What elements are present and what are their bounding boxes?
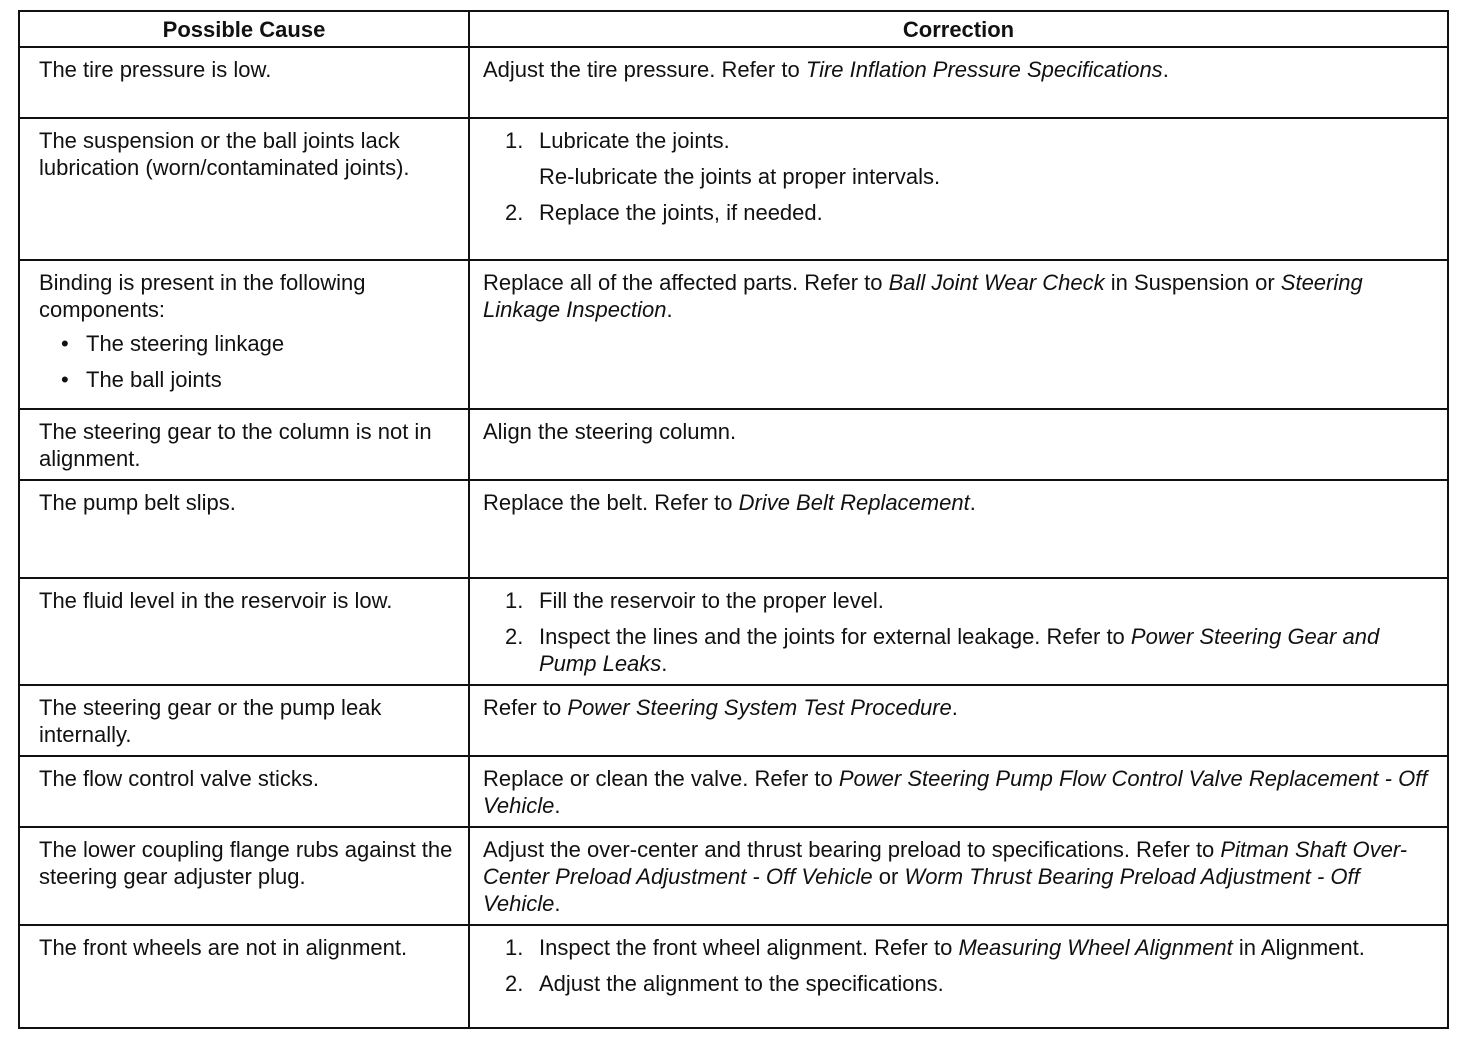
cause-cell [19,47,469,118]
cause-cell [19,578,469,685]
punctuation: . [1162,57,1169,82]
cause-text: The steering gear or the pump leak internally. [39,695,382,747]
table-row [19,480,1448,578]
cause-cell [19,685,469,756]
correction-cell [469,480,1448,578]
correction-cell [469,578,1448,685]
cause-bullet-list [39,330,458,393]
correction-text: Replace all of the affected parts. Refer to [483,270,883,295]
correction-text: Refer to [483,695,562,720]
correction-text: or [878,864,899,889]
step-body [539,623,1437,677]
header-correction: Correction [469,11,1448,47]
cause-cell [19,827,469,925]
reference-link[interactable]: Power Steering Pump Flow Control Valve Replacement - Off Vehicle [483,766,1428,818]
correction-text: Replace or clean the valve. Refer to [483,766,833,791]
step-number: 2. [505,624,524,649]
correction-cell [469,685,1448,756]
correction-cell [469,925,1448,1028]
step-text-tail: in Alignment. [1238,935,1365,960]
step-list [483,127,1437,226]
step-item [505,623,1437,677]
step-text: Fill the reservoir to the proper level. [539,588,884,613]
reference-link[interactable]: Pitman Shaft Over-Center Preload Adjustment - Off Vehicle [483,837,1408,889]
correction-text: Adjust the over-center and thrust bearing preload to specifications. Refer to [483,837,1215,862]
correction-text: Align the steering column. [483,419,737,444]
step-list [483,934,1437,997]
table-row [19,925,1448,1028]
punctuation: . [951,695,958,720]
step-subtext: Re-lubricate the joints at proper intervals. [539,164,941,189]
punctuation: . [661,651,668,676]
reference-link[interactable]: Power Steering System Test Procedure [567,695,952,720]
step-text: Inspect the lines and the joints for external leakage. Refer to [539,624,1125,649]
step-text: Adjust the alignment to the specifications. [539,971,944,996]
step-item [505,934,1437,961]
reference-link[interactable]: Steering Linkage Inspection [483,270,1363,322]
cause-text: The flow control valve sticks. [39,766,319,791]
cause-text: Binding is present in the following components: [39,270,366,322]
step-body [539,127,1437,190]
cause-text: The suspension or the ball joints lack lubrication (worn/contaminated joints). [39,128,410,180]
step-number: 1. [505,935,524,960]
cause-text: The pump belt slips. [39,490,236,515]
correction-text: Replace the belt. Refer to [483,490,733,515]
step-item [505,587,1437,614]
correction-cell [469,118,1448,260]
reference-link[interactable]: Measuring Wheel Alignment [958,935,1233,960]
cause-text: The fluid level in the reservoir is low. [39,588,393,613]
punctuation: . [666,297,673,322]
cause-text: The lower coupling flange rubs against the steering gear adjuster plug. [39,837,453,889]
cause-cell [19,409,469,480]
table-row [19,260,1448,409]
step-number: 2. [505,200,524,225]
correction-cell [469,827,1448,925]
correction-text: Adjust the tire pressure. Refer to [483,57,800,82]
step-text: Replace the joints, if needed. [539,200,823,225]
reference-link[interactable]: Worm Thrust Bearing Preload Adjustment - Off Vehicle [483,864,1360,916]
punctuation: . [554,793,561,818]
punctuation: . [969,490,976,515]
correction-cell [469,47,1448,118]
cause-text: The tire pressure is low. [39,57,272,82]
reference-link[interactable]: Ball Joint Wear Check [888,270,1105,295]
step-text: Lubricate the joints. [539,128,730,153]
step-number: 1. [505,128,524,153]
correction-text: in Suspension or [1110,270,1275,295]
step-body [539,934,1437,961]
table-row [19,685,1448,756]
table-row [19,756,1448,827]
table-row [19,409,1448,480]
header-possible-cause: Possible Cause [19,11,469,47]
step-list [483,587,1437,677]
cause-cell [19,260,469,409]
step-text: Inspect the front wheel alignment. Refer to [539,935,953,960]
table-row [19,47,1448,118]
correction-cell [469,260,1448,409]
cause-cell [19,756,469,827]
cause-cell [19,118,469,260]
diagnostic-table [18,10,1449,1029]
reference-link[interactable]: Power Steering Gear and Pump Leaks [539,624,1380,676]
cause-bullet-item: • The ball joints [61,366,458,393]
step-item [505,970,1437,997]
reference-link[interactable]: Tire Inflation Pressure Specifications [805,57,1163,82]
correction-cell [469,409,1448,480]
table-row [19,578,1448,685]
cause-cell [19,480,469,578]
punctuation: . [554,891,561,916]
table-row [19,118,1448,260]
reference-link[interactable]: Drive Belt Replacement [738,490,970,515]
step-item [505,199,1437,226]
step-item [505,127,1437,190]
cause-text: The front wheels are not in alignment. [39,935,408,960]
step-number: 2. [505,971,524,996]
table-row [19,827,1448,925]
correction-cell [469,756,1448,827]
header-row [19,11,1448,47]
cause-cell [19,925,469,1028]
cause-text: The steering gear to the column is not in alignment. [39,419,432,471]
cause-bullet-item: • The steering linkage [61,330,458,357]
step-number: 1. [505,588,524,613]
